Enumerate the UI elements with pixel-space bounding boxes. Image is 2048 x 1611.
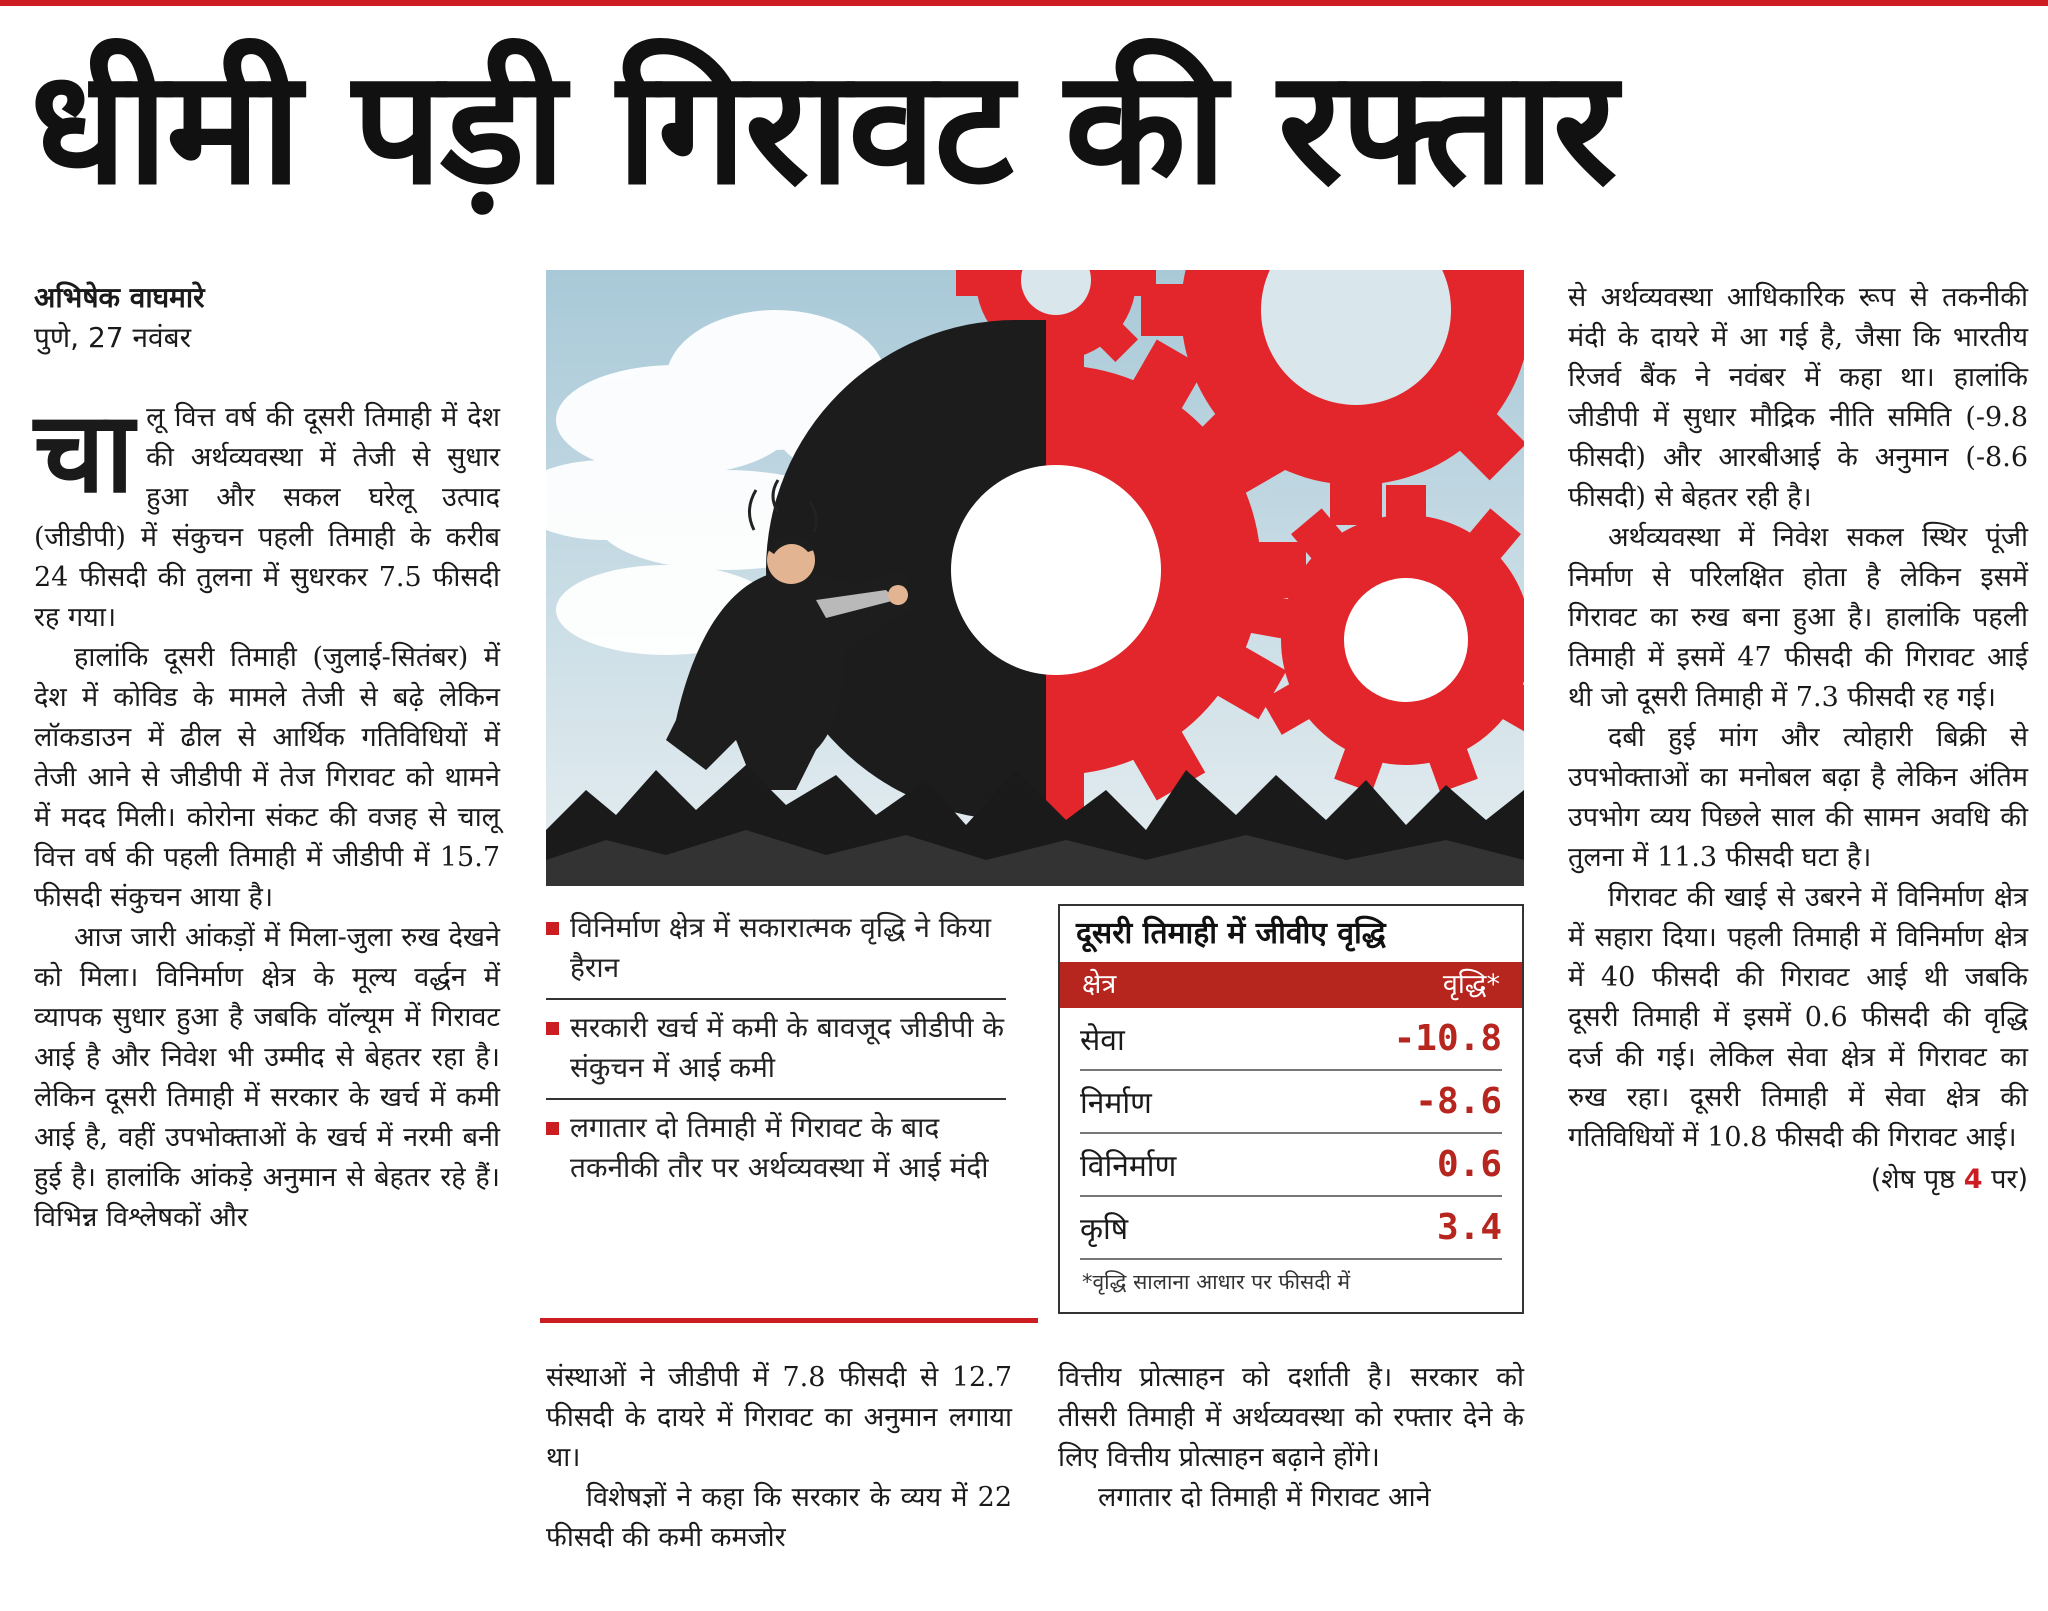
gears-illustration — [546, 270, 1524, 886]
column-4 — [1568, 278, 2028, 1202]
article-paragraph: संस्थाओं ने जीडीपी में 7.8 फीसदी से 12.7 फीसदी के दायरे में गिरावट का अनुमान लगाया था। — [546, 1362, 1012, 1473]
highlight-item: विनिर्माण क्षेत्र में सकारात्मक वृद्धि ने किया हैरान — [546, 900, 1006, 1000]
table-row: निर्माण -8.6 — [1080, 1071, 1502, 1134]
table-row: कृषि 3.4 — [1080, 1197, 1502, 1260]
drop-cap: चा — [34, 388, 135, 518]
table-footnote: *वृद्धि सालाना आधार पर फीसदी में — [1082, 1270, 1351, 1294]
bullet-square-icon — [546, 922, 559, 935]
continued-note: (शेष पृष्ठ 4 पर) — [1870, 1164, 2028, 1195]
article-paragraph: चालू वित्त वर्ष की दूसरी तिमाही में देश की अर्थव्यवस्था में तेजी से सुधार हुआ और सकल घरेलू उत्पाद (जीडीपी) में संकुचन पहली तिमाही के करीब 24 फीसदी की तुलना में सुधरकर 7.5 फीसदी रह गया। — [34, 388, 500, 633]
red-divider — [540, 1318, 1038, 1323]
table-title: दूसरी तिमाही में जीवीए वृद्धि — [1076, 916, 1386, 951]
article-paragraph: गिरावट की खाई से उबरने में विनिर्माण क्षेत्र में सहारा दिया। पहली तिमाही में विनिर्माण क्षेत्र में 40 फीसदी की गिरावट आई थी जबकि दूसरी तिमाही में इसमें 0.6 फीसदी की वृद्धि दर्ज की गई। लेकिल सेवा क्षेत्र में गिरावट का रुख रहा। दूसरी तिमाही में सेवा क्षेत्र की गतिविधियों में 10.8 फीसदी की गिरावट आई। — [1568, 882, 2028, 1153]
highlight-item: लगातार दो तिमाही में गिरावट के बाद तकनीकी तौर पर अर्थव्यवस्था में आई मंदी — [546, 1100, 1006, 1198]
article-paragraph: अर्थव्यवस्था में निवेश सकल स्थिर पूंजी निर्माण से परिलक्षित होता है लेकिन इसमें गिरावट का रुख बना हुआ है। हालांकि पहली तिमाही में इसमें 47 फीसदी की गिरावट आई थी जो दूसरी तिमाही में 7.3 फीसदी रह गई। — [1568, 522, 2028, 713]
header-growth: वृद्धि* — [1442, 969, 1500, 1000]
article-paragraph: आज जारी आंकड़ों में मिला-जुला रुख देखने को मिला। विनिर्माण क्षेत्र के मूल्य वर्द्धन में व्यापक सुधार हुआ है जबकि वॉल्यूम में गिरावट आई है और निवेश भी उम्मीद से बेहतर रहा है। लेकिन दूसरी तिमाही में सरकार के खर्च में कमी आई है, वहीं उपभोक्ताओं के खर्च में नरमी बनी हुई है। हालांकि आंकड़े अनुमान से बेहतर रहे हैं। विभिन्न विश्लेषकों और — [34, 922, 500, 1233]
article-paragraph: से अर्थव्यवस्था आधिकारिक रूप से तकनीकी मंदी के दायरे में आ गई है, जैसा कि भारतीय रिजर्व बैंक ने नवंबर में कहा था। हालांकि जीडीपी में सुधार मौद्रिक नीति समिति (-9.8 फीसदी) और आरबीआई के अनुमान (-8.6 फीसदी) से बेहतर रही है। — [1568, 282, 2028, 513]
bullet-square-icon — [546, 1122, 559, 1135]
byline-author: अभिषेक वाघमारे — [34, 281, 205, 314]
bullet-square-icon — [546, 1022, 559, 1035]
top-rule — [0, 0, 2048, 6]
article-paragraph: लगातार दो तिमाही में गिरावट आने — [1098, 1482, 1431, 1513]
header-sector: क्षेत्र — [1082, 969, 1117, 1000]
table-row: सेवा -10.8 — [1080, 1008, 1502, 1071]
article-paragraph: वित्तीय प्रोत्साहन को दर्शाती है। सरकार को तीसरी तिमाही में अर्थव्यवस्था को रफ्तार देने के लिए वित्तीय प्रोत्साहन बढ़ाने होंगे। — [1058, 1362, 1524, 1473]
column-2 — [546, 1358, 1012, 1558]
gva-table — [1058, 904, 1524, 1314]
article-paragraph: दबी हुई मांग और त्योहारी बिक्री से उपभोक्ताओं का मनोबल बढ़ा है लेकिन अंतिम उपभोग व्यय पिछले साल की सामन अवधि की तुलना में 11.3 फीसदी घटा है। — [1568, 722, 2028, 873]
column-3 — [1058, 1358, 1524, 1518]
highlights-list — [546, 900, 1006, 1198]
article-paragraph: विशेषज्ञों ने कहा कि सरकार के व्यय में 22 फीसदी की कमी कमजोर — [546, 1482, 1012, 1553]
highlight-item: सरकारी खर्च में कमी के बावजूद जीडीपी के संकुचन में आई कमी — [546, 1000, 1006, 1100]
dateline: पुणे, 27 नवंबर — [34, 321, 192, 354]
column-1 — [34, 278, 500, 1238]
article-paragraph: हालांकि दूसरी तिमाही (जुलाई-सितंबर) में देश में कोविड के मामले तेजी से बढ़े लेकिन लॉकडाउन में ढील से आर्थिक गतिविधियों में तेजी आने से जीडीपी में तेज गिरावट को थामने में मदद मिली। कोरोना संकट की वजह से चालू वित्त वर्ष की पहली तिमाही में जीडीपी में 15.7 फीसदी संकुचन आया है। — [34, 642, 500, 913]
table-header — [1060, 962, 1522, 1008]
continued-page-number: 4 — [1963, 1164, 1983, 1195]
headline: धीमी पड़ी गिरावट की रफ्तार — [30, 36, 1616, 220]
table-row: विनिर्माण 0.6 — [1080, 1134, 1502, 1197]
